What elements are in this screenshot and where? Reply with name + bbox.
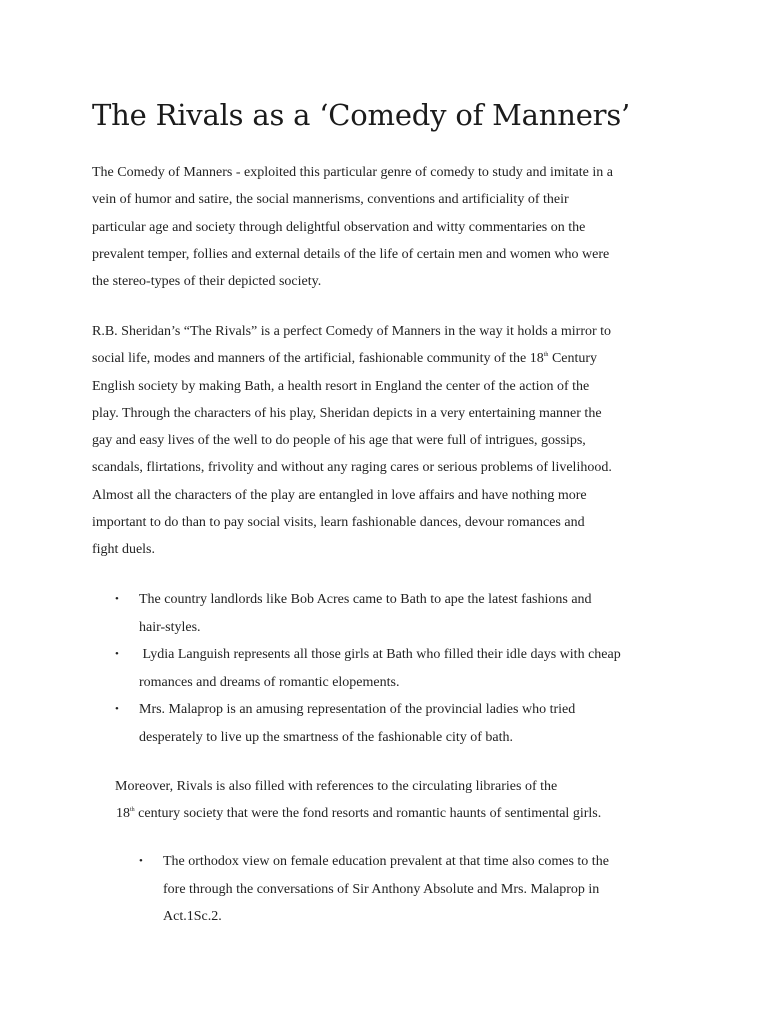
bullet-icon: • xyxy=(115,648,119,660)
text-line: play. Through the characters of his play, Sheridan depicts in a very entertaining manner the xyxy=(92,405,602,421)
text-line: Almost all the characters of the play are entangled in love affairs and have nothing more xyxy=(92,487,587,503)
text-line: gay and easy lives of the well to do people of his age that were full of intrigues, gossips, xyxy=(92,433,586,449)
text-line: particular age and society through delightful observation and witty commentaries on the xyxy=(92,219,586,235)
text-line: The country landlords like Bob Acres came to Bath to ape the latest fashions and xyxy=(139,592,592,607)
page-title: The Rivals as a ‘Comedy of Manners’ xyxy=(92,98,631,132)
list-item xyxy=(115,586,685,641)
text-line: English society by making Bath, a health resort in England the center of the action of the xyxy=(92,378,590,394)
text-line: Lydia Languish represents all those girls at Bath who filled their idle days with cheap xyxy=(139,647,621,662)
text-line: fore through the conversations of Sir Anthony Absolute and Mrs. Malaprop in xyxy=(163,881,600,897)
text-line: romances and dreams of romantic elopements. xyxy=(139,674,400,690)
text-line xyxy=(92,345,674,372)
text-line: Act.1Sc.2. xyxy=(163,909,222,924)
list-item xyxy=(139,848,679,931)
bullet-icon: • xyxy=(139,855,143,867)
ordinal-suffix: th xyxy=(130,807,135,814)
bullet-list-female-education xyxy=(139,848,679,931)
text-line: R.B. Sheridan’s “The Rivals” is a perfect Comedy of Manners in the way it holds a mirror to xyxy=(92,324,612,339)
text-line: vein of humor and satire, the social mannerisms, conventions and artificiality of their xyxy=(92,192,569,208)
text-segment: 18 xyxy=(116,806,130,822)
text-line: The orthodox view on female education prevalent at that time also comes to the xyxy=(163,854,609,869)
ordinal-suffix: th xyxy=(543,352,549,359)
text-line xyxy=(116,800,685,827)
list-item xyxy=(115,696,685,751)
text-line: Mrs. Malaprop is an amusing representation of the provincial ladies who tried xyxy=(139,702,576,717)
bullet-icon: • xyxy=(115,703,119,715)
list-item xyxy=(115,641,685,696)
text-line: The Comedy of Manners - exploited this particular genre of comedy to study and imitate in a xyxy=(92,165,613,180)
text-line: desperately to live up the smartness of the fashionable city of bath. xyxy=(139,729,514,745)
paragraph-comedy-of-manners xyxy=(92,159,674,295)
bullet-list-characters xyxy=(115,586,685,751)
text-segment: Century xyxy=(548,351,598,367)
text-line: prevalent temper, follies and external details of the life of certain men and women who were xyxy=(92,246,610,262)
text-line: hair-styles. xyxy=(139,619,201,635)
paragraph-circulating-libraries xyxy=(115,773,685,828)
text-line: fight duels. xyxy=(92,542,155,558)
text-segment: century society that were the fond resorts and romantic haunts of sentimental girls. xyxy=(134,806,602,822)
text-segment: social life, modes and manners of the artificial, fashionable community of the 18 xyxy=(92,351,544,367)
text-line: Moreover, Rivals is also filled with references to the circulating libraries of the xyxy=(115,779,558,794)
bullet-icon: • xyxy=(115,593,119,605)
text-line: the stereo-types of their depicted society. xyxy=(92,274,322,290)
text-line: scandals, flirtations, frivolity and without any raging cares or serious problems of livelihood. xyxy=(92,460,612,476)
text-line: important to do than to pay social visits, learn fashionable dances, devour romances and xyxy=(92,515,585,531)
paragraph-sheridan-rivals xyxy=(92,318,674,564)
